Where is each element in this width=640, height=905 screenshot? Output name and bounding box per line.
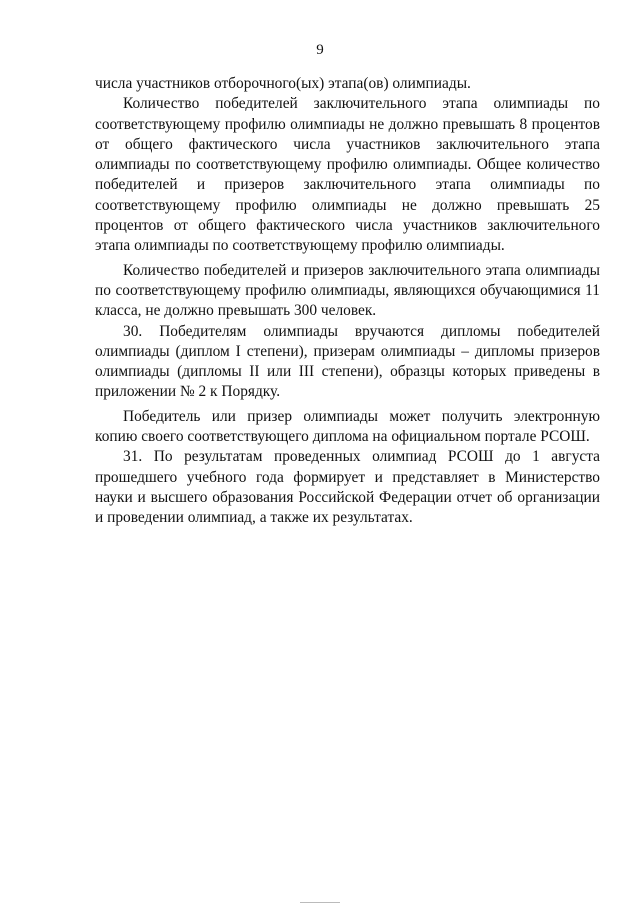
page-number: 9 bbox=[316, 42, 324, 58]
paragraph-winners-limit: Количество победителей заключительного этапа олимпиады по соответствующему профилю олимпиады не должно превышать 8 процентов от общего фактического числа участников заключительного этапа олимпиады по соответствующему профилю олимпиады. Общее количество победителей и призеров заключительного этапа олимпиады по соответствующему профилю олимпиады не должно превышать 25 процентов от общего фактического числа участников заключительного этапа олимпиады по соответствующему профилю олимпиады. bbox=[95, 95, 600, 255]
paragraph-electronic-copy: Победитель или призер олимпиады может получить электронную копию своего соответствующего диплома на официальном портале РСОШ. bbox=[95, 407, 600, 446]
paragraph-grade11-limit: Количество победителей и призеров заключительного этапа олимпиады по соответствующему профилю олимпиады, являющихся обучающимися 11 класса, не должно превышать 300 человек. bbox=[95, 261, 600, 320]
document-body bbox=[95, 74, 600, 529]
scan-edge-mark bbox=[300, 902, 340, 903]
paragraph-item-31: 31. По результатам проведенных олимпиад РСОШ до 1 августа прошедшего учебного года формирует и представляет в Министерство науки и высшего образования Российской Федерации отчет об организации и проведении олимпиад, а также их результатах. bbox=[95, 448, 600, 527]
paragraph-continuation: числа участников отборочного(ых) этапа(ов) олимпиады. bbox=[95, 75, 471, 92]
paragraph-item-30: 30. Победителям олимпиады вручаются дипломы победителей олимпиады (диплом I степени), призерам олимпиады – дипломы призеров олимпиады (дипломы II или III степени), образцы которых приведены в приложении № 2 к Порядку. bbox=[95, 322, 600, 401]
